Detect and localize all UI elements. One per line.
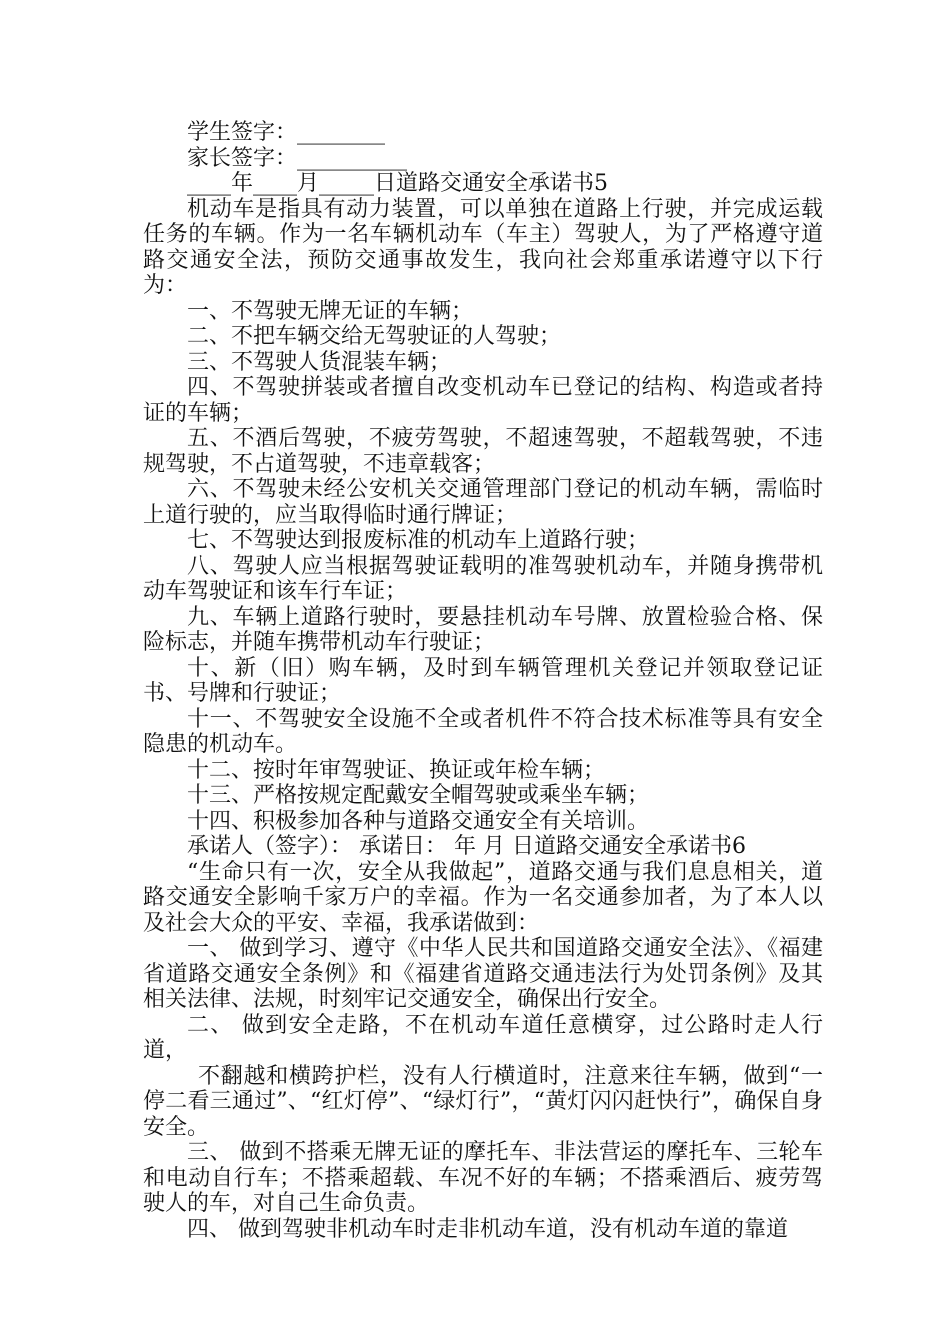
- list-item: 七、不驾驶达到报废标准的机动车上道路行驶；: [187, 528, 650, 553]
- list-item: 十、新（旧）购车辆，及时到车辆管理机关登记并领取登记证书、号牌和行驶证；: [143, 655, 823, 706]
- signature-date-title-line: 承诺人（签字）： 承诺日： 年 月 日道路交通安全承诺书6: [187, 834, 746, 859]
- list-item: 二、不把车辆交给无驾驶证的人驾驶；: [187, 324, 562, 349]
- paragraph: 机动车是指具有动力装置，可以单独在道路上行驶，并完成运载任务的车辆。作为一名车辆机动车（车主）驾驶人，为了严格遵守道路交通安全法，预防交通事故发生，我向社会郑重承诺遵守以下行为：: [143, 196, 823, 298]
- paragraph: “生命只有一次，安全从我做起”，道路交通与我们息息相关，道路交通安全影响千家万户的幸福。作为一名交通参加者，为了本人以及社会大众的平安、幸福，我承诺做到：: [143, 859, 823, 936]
- list-item: 十二、按时年审驾驶证、换证或年检车辆；: [187, 757, 606, 783]
- list-item: 十四、积极参加各种与道路交通安全有关培训。: [187, 808, 650, 834]
- paragraph: 不翻越和横跨护栏，没有人行横道时，注意来往车辆，做到“一停二看三通过”、“红灯停”、“绿灯行”，“黄灯闪闪赶快行”，确保自身安全。: [143, 1063, 823, 1140]
- student-signature-line: 学生签字：________: [187, 120, 386, 145]
- list-item: 二、 做到安全走路，不在机动车道任意横穿，过公路时走人行道，: [143, 1012, 823, 1063]
- list-item: 九、车辆上道路行驶时，要悬挂机动车号牌、放置检验合格、保险标志，并随车携带机动车行驶证；: [143, 604, 823, 655]
- list-item: 五、不酒后驾驶，不疲劳驾驶，不超速驾驶，不超载驾驶，不违规驾驶，不占道驾驶，不违章载客；: [143, 426, 823, 477]
- list-item: 四、不驾驶拼装或者擅自改变机动车已登记的结构、构造或者持证的车辆；: [143, 375, 823, 426]
- list-item: 十三、严格按规定配戴安全帽驾驶或乘坐车辆；: [187, 783, 650, 808]
- list-item: 十一、不驾驶安全设施不全或者机件不符合技术标准等具有安全隐患的机动车。: [143, 706, 823, 757]
- list-item: 四、 做到驾驶非机动车时走非机动车道，没有机动车道的靠道: [187, 1216, 788, 1242]
- document-body: [143, 120, 823, 1242]
- parent-signature-line: 家长签字：__________: [187, 145, 408, 171]
- list-item: 八、驾驶人应当根据驾驶证载明的准驾驶机动车，并随身携带机动车驾驶证和该车行车证；: [143, 553, 823, 604]
- list-item: 三、不驾驶人货混装车辆；: [187, 349, 452, 375]
- list-item: 三、 做到不搭乘无牌无证的摩托车、非法营运的摩托车、三轮车和电动自行车；不搭乘超载、车况不好的车辆；不搭乘酒后、疲劳驾驶人的车，对自己生命负责。: [143, 1140, 823, 1216]
- list-item: 一、不驾驶无牌无证的车辆；: [187, 298, 474, 324]
- date-title-line: ____年____月_____日道路交通安全承诺书5: [187, 171, 608, 196]
- list-item: 一、 做到学习、遵守《中华人民共和国道路交通安全法》、《福建省道路交通安全条例》和《福建省道路交通违法行为处罚条例》及其相关法律、法规，时刻牢记交通安全，确保出行安全。: [143, 936, 823, 1012]
- list-item: 六、不驾驶未经公安机关交通管理部门登记的机动车辆，需临时上道行驶的，应当取得临时通行牌证；: [143, 477, 823, 528]
